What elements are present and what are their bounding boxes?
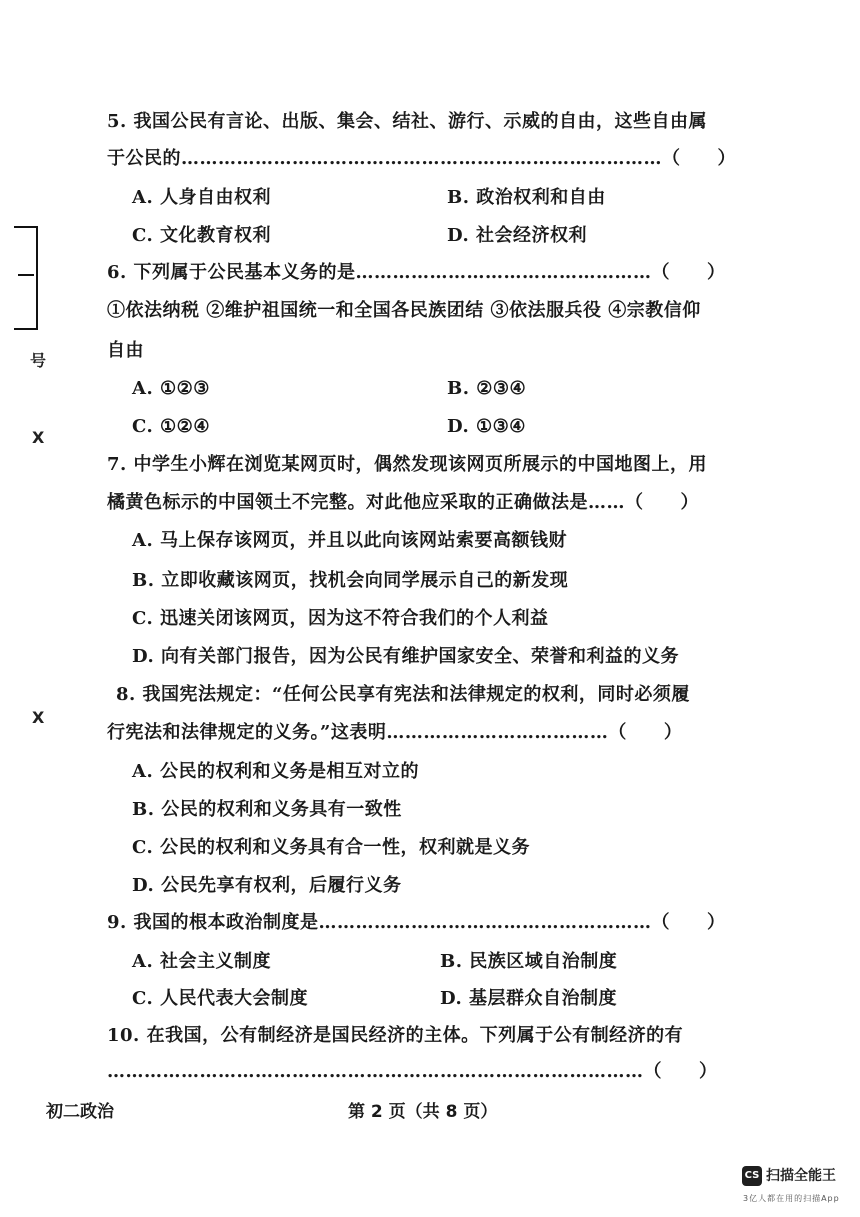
q6-stem-line2: ①依法纳税 ②维护祖国统一和全国各民族团结 ③依法服兵役 ④宗教信仰: [107, 300, 701, 321]
q9-option-a: A. 社会主义制度: [132, 951, 271, 972]
margin-mark-hao: 号: [30, 351, 47, 370]
q5-option-a: A. 人身自由权利: [132, 187, 271, 208]
q5-option-c: C. 文化教育权利: [132, 225, 272, 246]
q8-option-a: A. 公民的权利和义务是相互对立的: [132, 761, 419, 782]
q8-option-c: C. 公民的权利和义务具有合一性，权利就是义务: [132, 837, 531, 858]
q6-option-a: A. ①②③: [132, 378, 210, 399]
q8-stem-line2: 行宪法和法律规定的义务。”这表明………………………………（ ）: [107, 722, 683, 743]
q8-option-b: B. 公民的权利和义务具有一致性: [132, 799, 402, 820]
footer-subject: 初二政治: [46, 1102, 114, 1122]
footer-page-number: 第 2 页（共 8 页）: [348, 1102, 498, 1122]
q6-option-b: B. ②③④: [447, 378, 527, 399]
q7-option-d: D. 向有关部门报告，因为公民有维护国家安全、荣誉和利益的义务: [132, 646, 679, 667]
q7-option-c: C. 迅速关闭该网页，因为这不符合我们的个人利益: [132, 608, 549, 629]
binding-bracket-tick: [18, 274, 34, 276]
margin-mark-x1: X: [32, 428, 45, 447]
camscanner-name: 扫描全能王: [766, 1168, 836, 1184]
q8-stem-line1: 8. 我国宪法规定：“任何公民享有宪法和法律规定的权利，同时必须履: [116, 684, 690, 705]
margin-mark-x2: X: [32, 708, 45, 727]
binding-bracket: [14, 226, 38, 330]
q5-stem-line1: 5. 我国公民有言论、出版、集会、结社、游行、示威的自由，这些自由属: [107, 111, 708, 132]
camscanner-tagline: 3亿人都在用的扫描App: [743, 1194, 840, 1203]
q5-option-b: B. 政治权利和自由: [447, 187, 606, 208]
camscanner-logo-icon: CS: [742, 1166, 762, 1186]
q7-stem-line2: 橘黄色标示的中国领土不完整。对此他应采取的正确做法是……（ ）: [107, 492, 699, 513]
q6-stem-line1: 6. 下列属于公民基本义务的是…………………………………………（ ）: [107, 262, 726, 283]
q5-option-d: D. 社会经济权利: [447, 225, 588, 246]
q7-option-a: A. 马上保存该网页，并且以此向该网站索要高额钱财: [132, 530, 567, 551]
q10-stem-line1: 10. 在我国，公有制经济是国民经济的主体。下列属于公有制经济的有: [107, 1025, 684, 1046]
q5-stem-line2: 于公民的……………………………………………………………………（ ）: [107, 148, 736, 169]
q6-option-d: D. ①③④: [447, 416, 526, 437]
q10-stem-line2: ……………………………………………………………………………（ ）: [107, 1061, 718, 1082]
q7-stem-line1: 7. 中学生小辉在浏览某网页时，偶然发现该网页所展示的中国地图上，用: [107, 454, 708, 475]
q8-option-d: D. 公民先享有权利，后履行义务: [132, 875, 402, 896]
q9-option-b: B. 民族区域自治制度: [440, 951, 618, 972]
q9-option-c: C. 人民代表大会制度: [132, 988, 309, 1009]
q9-stem-line1: 9. 我国的根本政治制度是………………………………………………（ ）: [107, 912, 726, 933]
q9-option-d: D. 基层群众自治制度: [440, 988, 618, 1009]
q7-option-b: B. 立即收藏该网页，找机会向同学展示自己的新发现: [132, 570, 569, 591]
q6-option-c: C. ①②④: [132, 416, 210, 437]
q6-stem-line3: 自由: [107, 340, 144, 361]
